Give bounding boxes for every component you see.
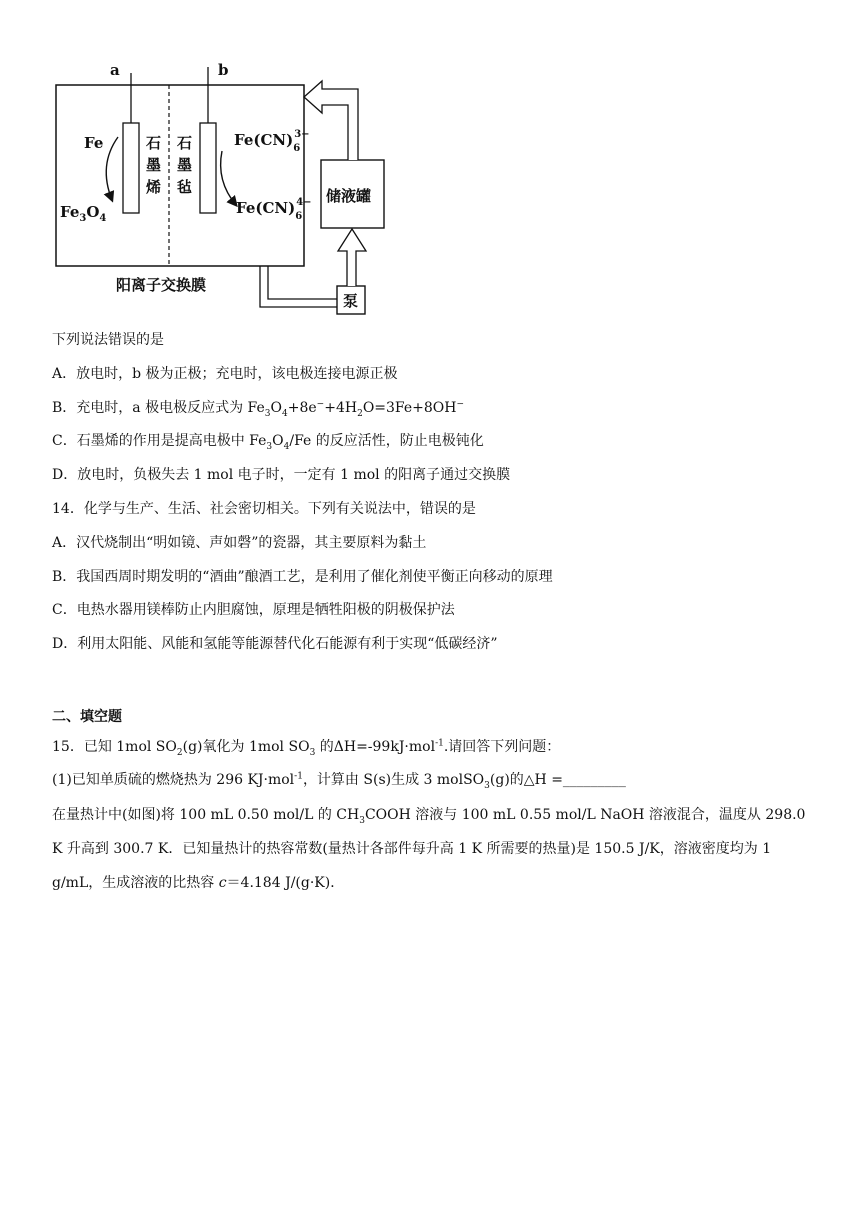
q14-stem: 14．化学与生产、生活、社会密切相关。下列有关说法中，错误的是 (52, 501, 476, 517)
flow-arrow-up (338, 229, 366, 286)
ferricyanide-label: $Fe(CN)_63-$ (234, 129, 310, 154)
graphene-char-1: 石 (146, 134, 162, 152)
q13-option-d: D．放电时，负极失去 1 mol 电子时，一定有 1 mol 的阳离子通过交换膜 (52, 467, 511, 483)
electrochemical-cell-diagram (50, 55, 390, 320)
storage-tank-label: 储液罐 (326, 187, 372, 205)
q14-option-b: B．我国西周时期发明的“酒曲”酿酒工艺，是利用了催化剂使平衡正向移动的原理 (52, 569, 553, 585)
q13-stem: 下列说法错误的是 (52, 332, 164, 348)
left-reaction-arrow (106, 137, 118, 200)
fe-label: Fe (84, 134, 104, 152)
section-title: 二、填空题 (52, 709, 122, 725)
q15-paragraph: 在量热计中(如图)将 100 mL 0.50 mol/L 的 $CH_3COOH$ 溶液与 100 mL 0.55 mol/L NaOH 溶液混合，温度从 298.0 K 升高到 300.7 K．已知量热计的热容常数(量热计各部件每升高 1 K 所需要的热量)是 150.5 J/K，溶液密度均为 1 g/mL，生成溶液的比热容 c＝4.184 J/(g·K)． (52, 807, 806, 891)
q13-option-a: A．放电时，b 极为正极；充电时，该电极连接电源正极 (52, 366, 398, 382)
electrode-a-label: a (110, 61, 120, 79)
q13-option-b: B．充电时，a 极电极反应式为 $Fe_3O_4+8e^-+4H_2O=3Fe+8OH^-$ (52, 399, 465, 419)
q13-option-c: C．石墨烯的作用是提高电极中 $Fe_3O_4/Fe$ 的反应活性，防止电极钝化 (52, 433, 484, 452)
fe3o4-label: $Fe_3O_4$ (60, 203, 107, 224)
cell-box (56, 85, 304, 266)
q14-option-a: A．汉代烧制出“明如镜、声如磬”的瓷器，其主要原料为黏土 (52, 535, 427, 551)
pump-label: 泵 (343, 292, 359, 310)
graphite-felt-electrode (200, 123, 216, 213)
q14-option-d: D．利用太阳能、风能和氢能等能源替代化石能源有利于实现“低碳经济” (52, 636, 498, 652)
graphite-felt-char-1: 石 (177, 134, 193, 152)
graphite-felt-char-2: 墨 (177, 156, 193, 174)
membrane-label: 阳离子交换膜 (116, 276, 207, 294)
q15-part-1: (1)已知单质硫的燃烧热为 296 KJ·mol$^{-1}$，计算由 S(s)生成 3 molSO$_3$(g)的△H =_________ (52, 771, 626, 791)
flow-arrow-return (304, 81, 358, 160)
q15-stem: 15．已知 1mol $SO_2(g)$氧化为 1mol $SO_3$ 的ΔH=-99kJ·mol$^{-1}$.请回答下列问题： (52, 738, 561, 758)
right-reaction-arrow (221, 151, 236, 205)
graphene-char-2: 墨 (146, 156, 162, 174)
graphene-char-3: 烯 (146, 178, 162, 196)
q14-option-c: C．电热水器用镁棒防止内胆腐蚀，原理是牺牲阳极的阴极保护法 (52, 602, 455, 618)
ferrocyanide-label: $Fe(CN)_64-$ (236, 197, 312, 222)
graphite-felt-char-3: 毡 (177, 178, 193, 196)
electrode-b-label: b (218, 61, 229, 79)
graphene-electrode (123, 123, 139, 213)
